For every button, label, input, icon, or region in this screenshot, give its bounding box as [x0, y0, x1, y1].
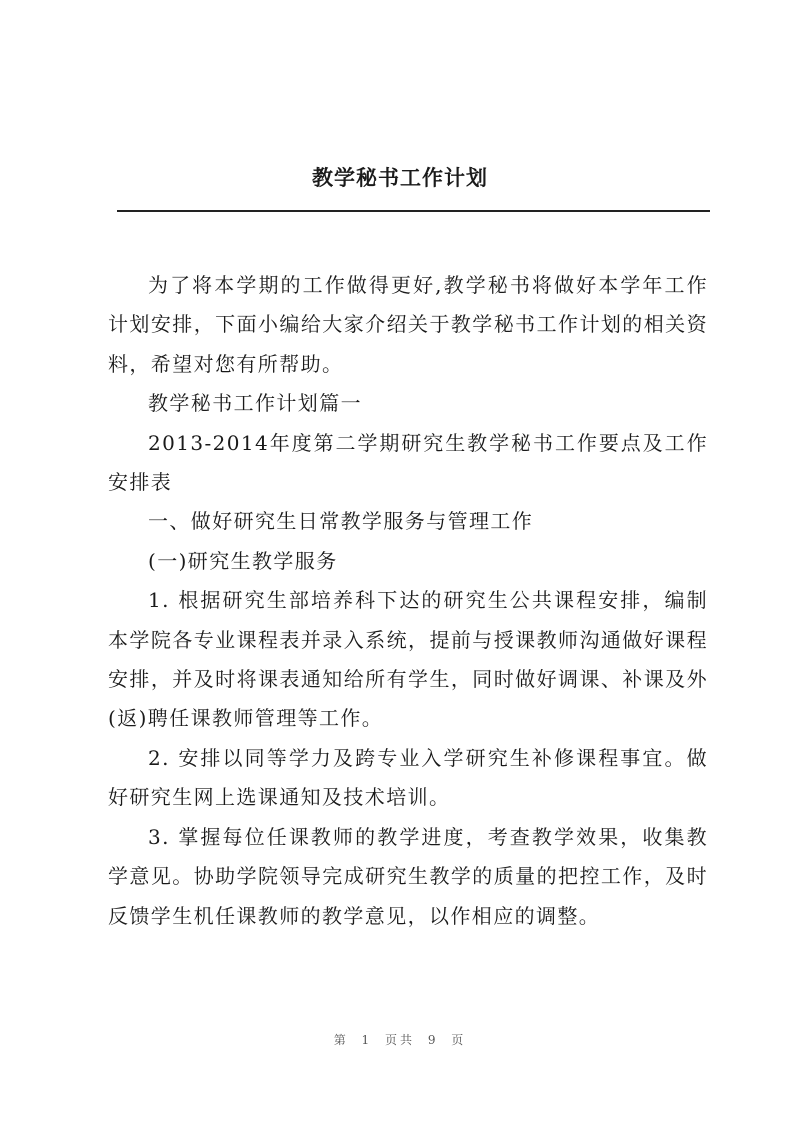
paragraph-intro: 为了将本学期的工作做得更好,教学秘书将做好本学年工作计划安排，下面小编给大家介绍关于教学秘书工作计划的相关资料，希望对您有所帮助。 [108, 273, 708, 376]
paragraph-section-heading: 教学秘书工作计划篇一 [148, 391, 362, 416]
paragraph-item-1: 1. 根据研究生部培养科下达的研究生公共课程安排，编制本学院各专业课程表并录入系统，提前与授课教师沟通做好课程安排，并及时将课表通知给所有学生，同时做好调课、补课及外(返)聘任课教师管理等工作。 [108, 588, 708, 731]
paragraph-item-2: 2. 安排以同等学力及跨专业入学研究生补修课程事宜。做好研究生网上选课通知及技术培训。 [108, 745, 708, 810]
title-divider [117, 210, 710, 212]
document-title: 教学秘书工作计划 [312, 165, 488, 190]
document-body [108, 266, 708, 936]
paragraph-part-one-heading: 一、做好研究生日常教学服务与管理工作 [148, 509, 534, 534]
paragraph-item-3: 3. 掌握每位任课教师的教学进度，考查教学效果，收集教学意见。协助学院领导完成研究生教学的质量的把控工作，及时反馈学生机任课教师的教学意见，以作相应的调整。 [108, 824, 708, 928]
page-number-footer: 第 1 页共 9 页 [333, 1033, 467, 1047]
paragraph-subsection-heading: (一)研究生教学服务 [148, 548, 338, 573]
paragraph-schedule-title: 2013-2014年度第二学期研究生教学秘书工作要点及工作安排表 [108, 430, 708, 495]
